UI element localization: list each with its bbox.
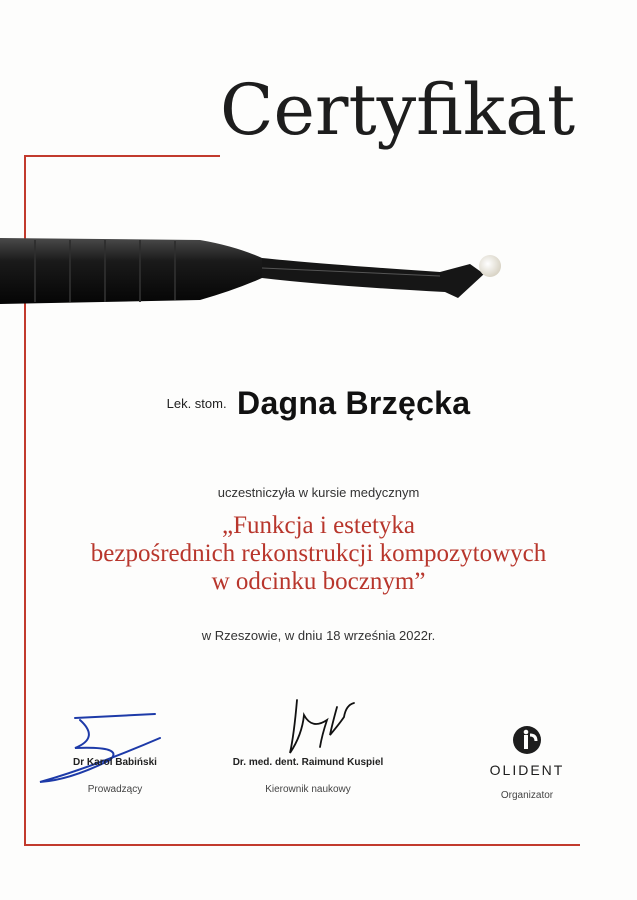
organizer-role: Organizator	[500, 790, 554, 801]
recipient-title-prefix: Lek. stom.	[166, 396, 227, 411]
frame-top-line	[24, 155, 220, 157]
organizer-block	[472, 725, 582, 801]
signatory-name: Dr. med. dent. Raimund Kuspiel	[232, 757, 384, 768]
signatory-role: Prowadzący	[87, 784, 143, 795]
signatory-name: Dr Karol Babiński	[73, 757, 157, 768]
place-and-date: w Rzeszowie, w dniu 18 września 2022r.	[201, 628, 436, 643]
olident-logo-icon	[512, 725, 542, 755]
participation-text: uczestniczyła w kursie medycznym	[217, 485, 420, 500]
recipient-line	[0, 385, 637, 422]
course-title-line: „Funkcja i estetyka	[222, 512, 415, 539]
signature-kuspiel	[282, 695, 372, 765]
dental-instrument-image	[0, 228, 520, 318]
signatory-role: Kierownik naukowy	[265, 784, 351, 795]
certificate-title: Certyfikat	[220, 69, 576, 151]
recipient-name: Dagna Brzęcka	[237, 385, 471, 421]
course-title-line: w odcinku bocznym”	[211, 568, 426, 595]
course-title	[0, 512, 637, 596]
signatory-1	[45, 757, 185, 795]
frame-bottom-line	[24, 844, 580, 846]
signatory-2	[218, 757, 398, 795]
organizer-logo-text: OLIDENT	[489, 762, 565, 778]
course-title-line: bezpośrednich rekonstrukcji kompozytowych	[90, 540, 547, 567]
